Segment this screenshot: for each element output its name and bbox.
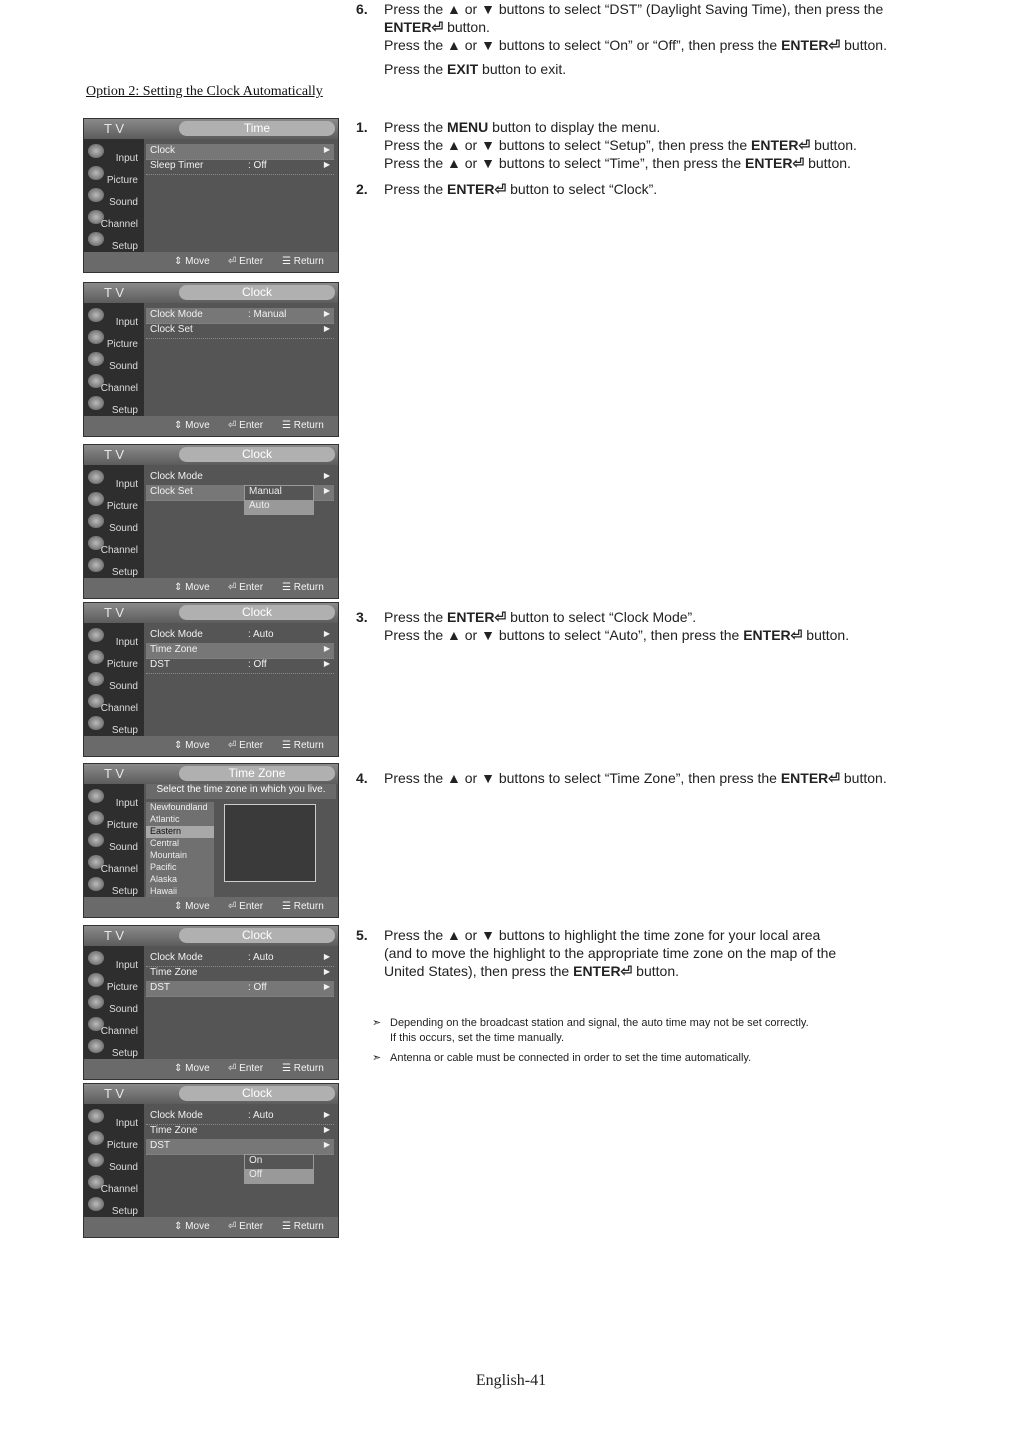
osd-menu-row[interactable]: [146, 658, 334, 674]
enter-icon: ⏎: [228, 1063, 240, 1074]
osd-sidebar-item[interactable]: Sound: [109, 842, 138, 853]
move-hint: ⇕ Move: [174, 420, 210, 431]
osd-title: Time: [179, 121, 335, 136]
osd-sidebar-item[interactable]: Input: [115, 479, 138, 490]
osd-row-label: Clock Mode: [150, 629, 203, 640]
enter-icon: ⏎: [228, 582, 240, 593]
osd-header: [84, 1084, 338, 1104]
enter-hint: ⏎ Enter: [228, 1063, 264, 1074]
osd-row-label: Time Zone: [150, 1125, 198, 1136]
osd-sidebar-item[interactable]: Input: [115, 798, 138, 809]
enter-hint: ⏎ Enter: [228, 901, 264, 912]
osd-row-label: Clock Set: [150, 324, 193, 335]
osd-sidebar: [84, 465, 144, 580]
move-hint: ⇕ Move: [174, 1063, 210, 1074]
chevron-right-icon: ▶: [323, 471, 330, 480]
osd-tv-label: T V: [104, 766, 124, 781]
return-hint: ☰ Return: [282, 420, 324, 431]
osd-header: [84, 603, 338, 623]
enter-hint: ⏎ Enter: [228, 740, 264, 751]
osd-sidebar-item[interactable]: Picture: [106, 982, 138, 993]
step-text: [384, 118, 974, 172]
osd-sidebar-item[interactable]: Picture: [106, 175, 138, 186]
osd-menu-row[interactable]: [146, 628, 334, 644]
move-hint: ⇕ Move: [174, 901, 210, 912]
osd-content: [144, 1104, 338, 1219]
enter-hint: ⏎ Enter: [228, 256, 264, 267]
chevron-right-icon: ▶: [323, 659, 330, 668]
osd-menu-row[interactable]: [146, 323, 334, 339]
osd-header: [84, 926, 338, 946]
osd-row-label: Sleep Timer: [150, 160, 204, 171]
osd-title: Clock: [179, 928, 335, 943]
osd-menu-row[interactable]: [146, 1139, 334, 1155]
osd-sidebar-item[interactable]: Sound: [109, 681, 138, 692]
osd-row-value: : Manual: [248, 309, 287, 320]
osd-sidebar-item[interactable]: Setup: [111, 1048, 138, 1059]
osd-nav-bar: [84, 578, 338, 598]
return-icon: ☰: [282, 582, 294, 593]
osd-sidebar: [84, 946, 144, 1061]
osd-row-label: Clock Mode: [150, 952, 203, 963]
osd-nav-bar: [84, 897, 338, 917]
osd-dropdown: [244, 1154, 314, 1184]
osd-dropdown-option[interactable]: Off: [245, 1169, 313, 1183]
step-number: 5.: [356, 927, 368, 943]
osd-sidebar-item[interactable]: Picture: [106, 501, 138, 512]
return-icon: ☰: [282, 420, 294, 431]
osd-screen: [83, 118, 339, 273]
osd-sidebar-item[interactable]: Input: [115, 153, 138, 164]
step-text: [384, 769, 974, 787]
osd-sidebar: [84, 303, 144, 418]
time-zone-option[interactable]: Eastern: [146, 826, 214, 840]
osd-row-label: DST: [150, 1140, 170, 1151]
return-hint: ☰ Return: [282, 1063, 324, 1074]
step-line: Press the ▲ or ▼ buttons to select “On” or “Off”, then press the ENTER⏎ button.: [384, 37, 887, 53]
move-icon: ⇕: [174, 582, 186, 593]
step-text: [384, 926, 974, 980]
osd-nav-bar: [84, 1217, 338, 1237]
osd-title: Clock: [179, 605, 335, 620]
step-text: [384, 0, 974, 78]
osd-row-value: : Off: [248, 160, 267, 171]
osd-sidebar-item[interactable]: Channel: [100, 1184, 138, 1195]
page-footer: English-41: [475, 1372, 547, 1389]
step-text: [384, 608, 974, 644]
osd-content: [144, 303, 338, 418]
osd-sidebar: [84, 784, 144, 899]
enter-hint: ⏎ Enter: [228, 420, 264, 431]
enter-icon: ⏎: [228, 1221, 240, 1232]
osd-sidebar-item[interactable]: Sound: [109, 197, 138, 208]
osd-menu-row[interactable]: [146, 144, 334, 160]
osd-row-label: Clock Mode: [150, 471, 203, 482]
step-number: 3.: [356, 609, 368, 625]
osd-sidebar-item[interactable]: Channel: [100, 703, 138, 714]
return-hint: ☰ Return: [282, 740, 324, 751]
note-text: [390, 1016, 960, 1046]
return-icon: ☰: [282, 256, 294, 267]
note-line: Antenna or cable must be connected in order to set the time automatically.: [390, 1052, 752, 1064]
return-hint: ☰ Return: [282, 901, 324, 912]
osd-menu-row[interactable]: [146, 643, 334, 659]
osd-sidebar: [84, 139, 144, 254]
osd-content: [144, 623, 338, 738]
move-icon: ⇕: [174, 420, 186, 431]
move-hint: ⇕ Move: [174, 740, 210, 751]
osd-menu-row[interactable]: [146, 966, 334, 982]
move-icon: ⇕: [174, 740, 186, 751]
osd-sidebar-item[interactable]: Sound: [109, 523, 138, 534]
osd-sidebar-item[interactable]: Setup: [111, 241, 138, 252]
osd-row-label: Time Zone: [150, 644, 198, 655]
osd-sidebar-item[interactable]: Sound: [109, 361, 138, 372]
osd-menu-row[interactable]: [146, 1109, 334, 1125]
chevron-right-icon: ▶: [323, 982, 330, 991]
note-text: [390, 1051, 960, 1066]
osd-tv-label: T V: [104, 121, 124, 136]
osd-tv-label: T V: [104, 1086, 124, 1101]
return-icon: ☰: [282, 901, 294, 912]
osd-dropdown-option[interactable]: Auto: [245, 500, 313, 514]
osd-sidebar-item[interactable]: Channel: [100, 1026, 138, 1037]
osd-header: [84, 283, 338, 303]
return-icon: ☰: [282, 740, 294, 751]
return-icon: ☰: [282, 1063, 294, 1074]
osd-sidebar: [84, 623, 144, 738]
osd-tv-label: T V: [104, 928, 124, 943]
osd-row-value: : Auto: [248, 1110, 274, 1121]
note-arrow-icon: ➣: [372, 1017, 382, 1029]
osd-menu-row[interactable]: [146, 981, 334, 997]
move-icon: ⇕: [174, 1063, 186, 1074]
osd-menu-row[interactable]: [146, 470, 334, 486]
step-line: Press the ▲ or ▼ buttons to select “Time”, then press the ENTER⏎ button.: [384, 155, 851, 171]
osd-row-value: : Off: [248, 982, 267, 993]
osd-tv-label: T V: [104, 285, 124, 300]
enter-hint: ⏎ Enter: [228, 582, 264, 593]
enter-icon: ⏎: [228, 256, 240, 267]
osd-content: [144, 465, 338, 580]
step-line: Press the ▲ or ▼ buttons to select “Auto”, then press the ENTER⏎ button.: [384, 627, 850, 643]
time-zone-option[interactable]: Atlantic: [146, 814, 214, 828]
step-line: (and to move the highlight to the appropriate time zone on the map of the: [384, 945, 837, 961]
osd-sidebar-item[interactable]: Setup: [111, 567, 138, 578]
step-number: 2.: [356, 181, 368, 197]
chevron-right-icon: ▶: [323, 1140, 330, 1149]
osd-row-value: : Off: [248, 659, 267, 670]
chevron-right-icon: ▶: [323, 952, 330, 961]
osd-sidebar-item[interactable]: Channel: [100, 864, 138, 875]
osd-sidebar-item[interactable]: Input: [115, 1118, 138, 1129]
osd-sidebar-item[interactable]: Input: [115, 960, 138, 971]
return-hint: ☰ Return: [282, 256, 324, 267]
osd-title: Clock: [179, 285, 335, 300]
chevron-right-icon: ▶: [323, 145, 330, 154]
osd-sidebar-item[interactable]: Picture: [106, 339, 138, 350]
osd-nav-bar: [84, 1059, 338, 1079]
osd-row-label: DST: [150, 659, 170, 670]
osd-nav-bar: [84, 252, 338, 272]
osd-menu-row[interactable]: [146, 308, 334, 324]
move-hint: ⇕ Move: [174, 1221, 210, 1232]
step-line: Press the ▲ or ▼ buttons to select “Setup”, then press the ENTER⏎ button.: [384, 137, 857, 153]
chevron-right-icon: ▶: [323, 644, 330, 653]
osd-header: [84, 119, 338, 139]
osd-dropdown: [244, 485, 314, 515]
osd-row-label: Clock Mode: [150, 1110, 203, 1121]
note-arrow-icon: ➣: [372, 1052, 382, 1064]
osd-sidebar-item[interactable]: Channel: [100, 219, 138, 230]
osd-row-value: : Auto: [248, 952, 274, 963]
osd-sidebar-item[interactable]: Channel: [100, 545, 138, 556]
osd-row-label: Clock: [150, 145, 176, 156]
return-hint: ☰ Return: [282, 1221, 324, 1232]
osd-menu-row[interactable]: [146, 1124, 334, 1140]
step-line: ENTER⏎ button.: [384, 19, 490, 35]
chevron-right-icon: ▶: [323, 967, 330, 976]
osd-screen: [83, 925, 339, 1080]
osd-row-label: DST: [150, 982, 170, 993]
osd-content: [144, 784, 338, 899]
osd-content: [144, 946, 338, 1061]
osd-menu-row[interactable]: [146, 951, 334, 967]
step-line: Press the ▲ or ▼ buttons to highlight the time zone for your local area: [384, 927, 821, 943]
move-icon: ⇕: [174, 901, 186, 912]
move-hint: ⇕ Move: [174, 256, 210, 267]
enter-icon: ⏎: [228, 901, 240, 912]
osd-row-label: Time Zone: [150, 967, 198, 978]
osd-sidebar-item[interactable]: Sound: [109, 1004, 138, 1015]
move-icon: ⇕: [174, 1221, 186, 1232]
step-line: Press the ENTER⏎ button to select “Clock”.: [384, 181, 658, 197]
note-line: If this occurs, set the time manually.: [390, 1032, 565, 1044]
enter-hint: ⏎ Enter: [228, 1221, 264, 1232]
osd-title: Clock: [179, 1086, 335, 1101]
osd-sidebar-item[interactable]: Picture: [106, 1140, 138, 1151]
osd-sidebar-item[interactable]: Input: [115, 637, 138, 648]
osd-screen: [83, 763, 339, 918]
chevron-right-icon: ▶: [323, 486, 330, 495]
step-number: 4.: [356, 770, 368, 786]
osd-sidebar-item[interactable]: Setup: [111, 725, 138, 736]
step-text: [384, 180, 974, 198]
osd-title: Clock: [179, 447, 335, 462]
time-zone-option[interactable]: Central: [146, 838, 214, 852]
time-zone-option[interactable]: Alaska: [146, 874, 214, 888]
osd-row-label: Clock Set: [150, 486, 193, 497]
osd-sidebar-item[interactable]: Picture: [106, 659, 138, 670]
osd-sidebar-item[interactable]: Setup: [111, 886, 138, 897]
time-zone-option[interactable]: Pacific: [146, 862, 214, 876]
osd-screen: [83, 444, 339, 599]
enter-icon: ⏎: [228, 740, 240, 751]
time-zone-option[interactable]: Newfoundland: [146, 802, 214, 816]
page-heading: Option 2: Setting the Clock Automatically: [86, 84, 323, 99]
osd-sidebar-item[interactable]: Input: [115, 317, 138, 328]
osd-header: [84, 764, 338, 784]
osd-sidebar: [84, 1104, 144, 1219]
osd-tv-label: T V: [104, 605, 124, 620]
osd-sidebar-item[interactable]: Picture: [106, 820, 138, 831]
move-icon: ⇕: [174, 256, 186, 267]
move-hint: ⇕ Move: [174, 582, 210, 593]
osd-sidebar-item[interactable]: Sound: [109, 1162, 138, 1173]
us-time-zone-map: [224, 804, 316, 882]
chevron-right-icon: ▶: [323, 1125, 330, 1134]
step-line: Press the EXIT button to exit.: [384, 61, 567, 77]
note-line: Depending on the broadcast station and signal, the auto time may not be set correctly.: [390, 1017, 809, 1029]
osd-dropdown-option[interactable]: Manual: [249, 486, 282, 497]
step-number: 6.: [356, 1, 368, 17]
chevron-right-icon: ▶: [323, 324, 330, 333]
osd-title: Time Zone: [179, 766, 335, 781]
step-number: 1.: [356, 119, 368, 135]
osd-screen: [83, 1083, 339, 1238]
time-zone-option[interactable]: Hawaii: [146, 886, 214, 900]
return-hint: ☰ Return: [282, 582, 324, 593]
osd-nav-bar: [84, 736, 338, 756]
step-line: Press the ▲ or ▼ buttons to select “DST” (Daylight Saving Time), then press the: [384, 1, 884, 17]
osd-dropdown-option[interactable]: On: [249, 1155, 263, 1166]
osd-menu-row[interactable]: [146, 159, 334, 175]
step-line: United States), then press the ENTER⏎ button.: [384, 963, 679, 979]
chevron-right-icon: ▶: [323, 629, 330, 638]
osd-sidebar-item[interactable]: Setup: [111, 405, 138, 416]
chevron-right-icon: ▶: [323, 309, 330, 318]
chevron-right-icon: ▶: [323, 160, 330, 169]
time-zone-option[interactable]: Mountain: [146, 850, 214, 864]
osd-row-label: Clock Mode: [150, 309, 203, 320]
osd-tv-label: T V: [104, 447, 124, 462]
osd-screen: [83, 602, 339, 757]
osd-sidebar-item[interactable]: Channel: [100, 383, 138, 394]
return-icon: ☰: [282, 1221, 294, 1232]
chevron-right-icon: ▶: [323, 1110, 330, 1119]
osd-row-value: : Auto: [248, 629, 274, 640]
enter-icon: ⏎: [228, 420, 240, 431]
step-line: Press the MENU button to display the menu.: [384, 119, 661, 135]
osd-header: [84, 445, 338, 465]
osd-screen: [83, 282, 339, 437]
osd-sidebar-item[interactable]: Setup: [111, 1206, 138, 1217]
step-line: Press the ▲ or ▼ buttons to select “Time Zone”, then press the ENTER⏎ button.: [384, 770, 887, 786]
osd-content: [144, 139, 338, 254]
time-zone-prompt: Select the time zone in which you live.: [146, 784, 336, 799]
osd-nav-bar: [84, 416, 338, 436]
step-line: Press the ENTER⏎ button to select “Clock Mode”.: [384, 609, 697, 625]
